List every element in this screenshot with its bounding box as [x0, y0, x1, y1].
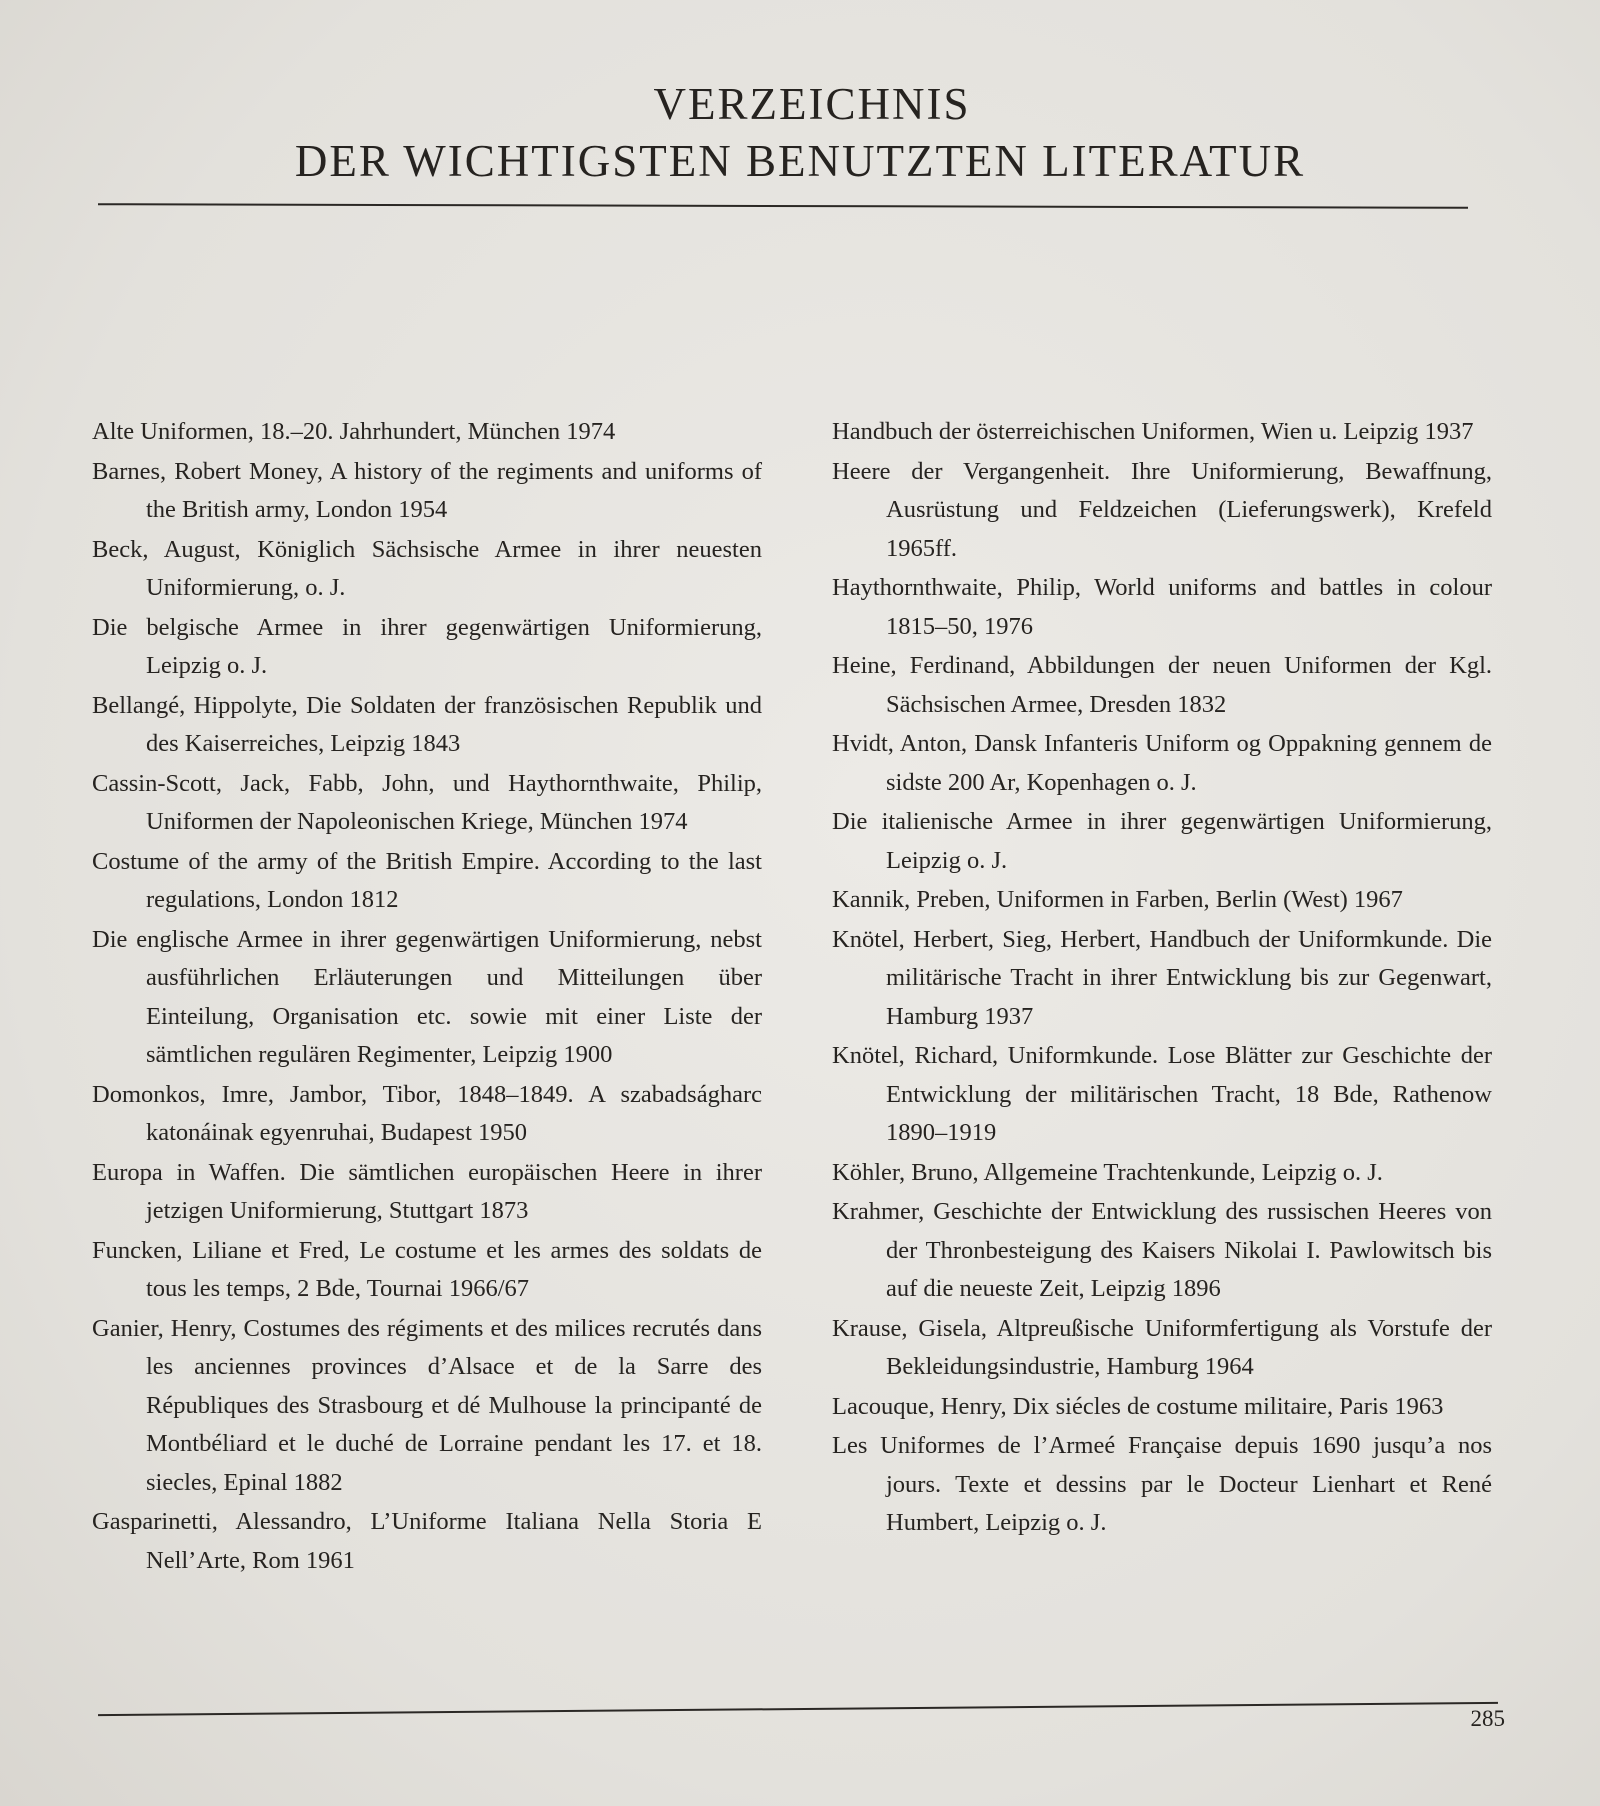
bibliography-entry: Hvidt, Anton, Dansk Infanteris Uniform og Oppakning gennem de sidste 200 Ar, Kopenhagen o. J.	[832, 730, 1492, 796]
page-title-line-2: DER WICHTIGSTEN BENUTZTEN LITERATUR	[294, 136, 1306, 186]
bibliography-entry: Costume of the army of the British Empire. According to the last regulations, London 1812	[92, 847, 762, 913]
bibliography-entry: Europa in Waffen. Die sämtlichen europäischen Heere in ihrer jetzigen Uniformierung, Stuttgart 1873	[92, 1158, 762, 1224]
bibliography-entry: Krause, Gisela, Altpreußische Uniformfertigung als Vorstufe der Bekleidungsindustrie, Hamburg 1964	[832, 1314, 1492, 1380]
bibliography-entry: Barnes, Robert Money, A history of the regiments and uniforms of the British army, London 1954	[92, 457, 762, 523]
page-title-line-1: VERZEICHNIS	[653, 79, 971, 129]
bibliography-entry: Die belgische Armee in ihrer gegenwärtigen Uniformierung, Leipzig o. J.	[92, 613, 762, 679]
top-divider	[98, 203, 1468, 209]
bibliography-entry: Die englische Armee in ihrer gegenwärtigen Uniformierung, nebst ausführlichen Erläuterungen und Mitteilungen über Einteilung, Organisation etc. sowie mit einer Liste der sämtlichen regulären Regimenter, Leipzig 1900	[92, 925, 762, 1068]
bibliography-entry: Cassin-Scott, Jack, Fabb, John, und Haythornthwaite, Philip, Uniformen der Napoleonischen Kriege, München 1974	[92, 769, 762, 835]
bibliography-entry: Bellangé, Hippolyte, Die Soldaten der französischen Republik und des Kaiserreiches, Leipzig 1843	[92, 691, 762, 757]
bibliography-entry: Heere der Vergangenheit. Ihre Uniformierung, Bewaffnung, Ausrüstung und Feldzeichen (Lieferungswerk), Krefeld 1965ff.	[832, 457, 1492, 562]
bibliography-left-column	[92, 413, 762, 1581]
bibliography-entry: Heine, Ferdinand, Abbildungen der neuen Uniformen der Kgl. Sächsischen Armee, Dresden 1832	[832, 652, 1492, 718]
bibliography-entry: Kannik, Preben, Uniformen in Farben, Berlin (West) 1967	[832, 886, 1403, 913]
bibliography-entry: Haythornthwaite, Philip, World uniforms and battles in colour 1815–50, 1976	[832, 574, 1492, 640]
bibliography-entry: Die italienische Armee in ihrer gegenwärtigen Uniformierung, Leipzig o. J.	[832, 808, 1492, 874]
bibliography-entry: Handbuch der österreichischen Uniformen, Wien u. Leipzig 1937	[832, 418, 1474, 445]
bibliography-entry: Knötel, Richard, Uniformkunde. Lose Blätter zur Geschichte der Entwicklung der militärischen Tracht, 18 Bde, Rathenow 1890–1919	[832, 1042, 1492, 1146]
bibliography-entry: Beck, August, Königlich Sächsische Armee in ihrer neuesten Uniformierung, o. J.	[92, 535, 762, 601]
bibliography-right-column	[832, 413, 1492, 1544]
bibliography-entry: Lacouque, Henry, Dix siécles de costume militaire, Paris 1963	[832, 1392, 1444, 1420]
bibliography-entry: Ganier, Henry, Costumes des régiments et des milices recrutés dans les anciennes provinces d’Alsace et de la Sarre des Républiques des Strasbourg et dé Mulhouse la principanté de Montbéliard et le duché de Lorraine pendant les 17. et 18. siecles, Epinal 1882	[92, 1314, 762, 1496]
page-number: 285	[1470, 1706, 1505, 1731]
bottom-divider	[98, 1702, 1498, 1716]
bibliography-entry: Köhler, Bruno, Allgemeine Trachtenkunde, Leipzig o. J.	[832, 1158, 1383, 1186]
bibliography-entry: Les Uniformes de l’Armeé Française depuis 1690 jusqu’a nos jours. Texte et dessins par le Docteur Lienhart et René Humbert, Leipzig o. J.	[832, 1432, 1492, 1536]
bibliography-entry: Gasparinetti, Alessandro, L’Uniforme Italiana Nella Storia E Nell’Arte, Rom 1961	[92, 1508, 762, 1574]
bibliography-entry: Alte Uniformen, 18.–20. Jahrhundert, München 1974	[92, 418, 616, 445]
bibliography-entry: Krahmer, Geschichte der Entwicklung des russischen Heeres von der Thronbesteigung des Kaisers Nikolai I. Pawlowitsch bis auf die neueste Zeit, Leipzig 1896	[832, 1198, 1492, 1302]
bibliography-entry: Knötel, Herbert, Sieg, Herbert, Handbuch der Uniformkunde. Die militärische Tracht in ihrer Entwicklung bis zur Gegenwart, Hamburg 1937	[832, 925, 1492, 1030]
bibliography-entry: Funcken, Liliane et Fred, Le costume et les armes des soldats de tous les temps, 2 Bde, Tournai 1966/67	[92, 1236, 762, 1302]
bibliography-entry: Domonkos, Imre, Jambor, Tibor, 1848–1849. A szabadságharc katonáinak egyenruhai, Budapest 1950	[92, 1080, 762, 1146]
